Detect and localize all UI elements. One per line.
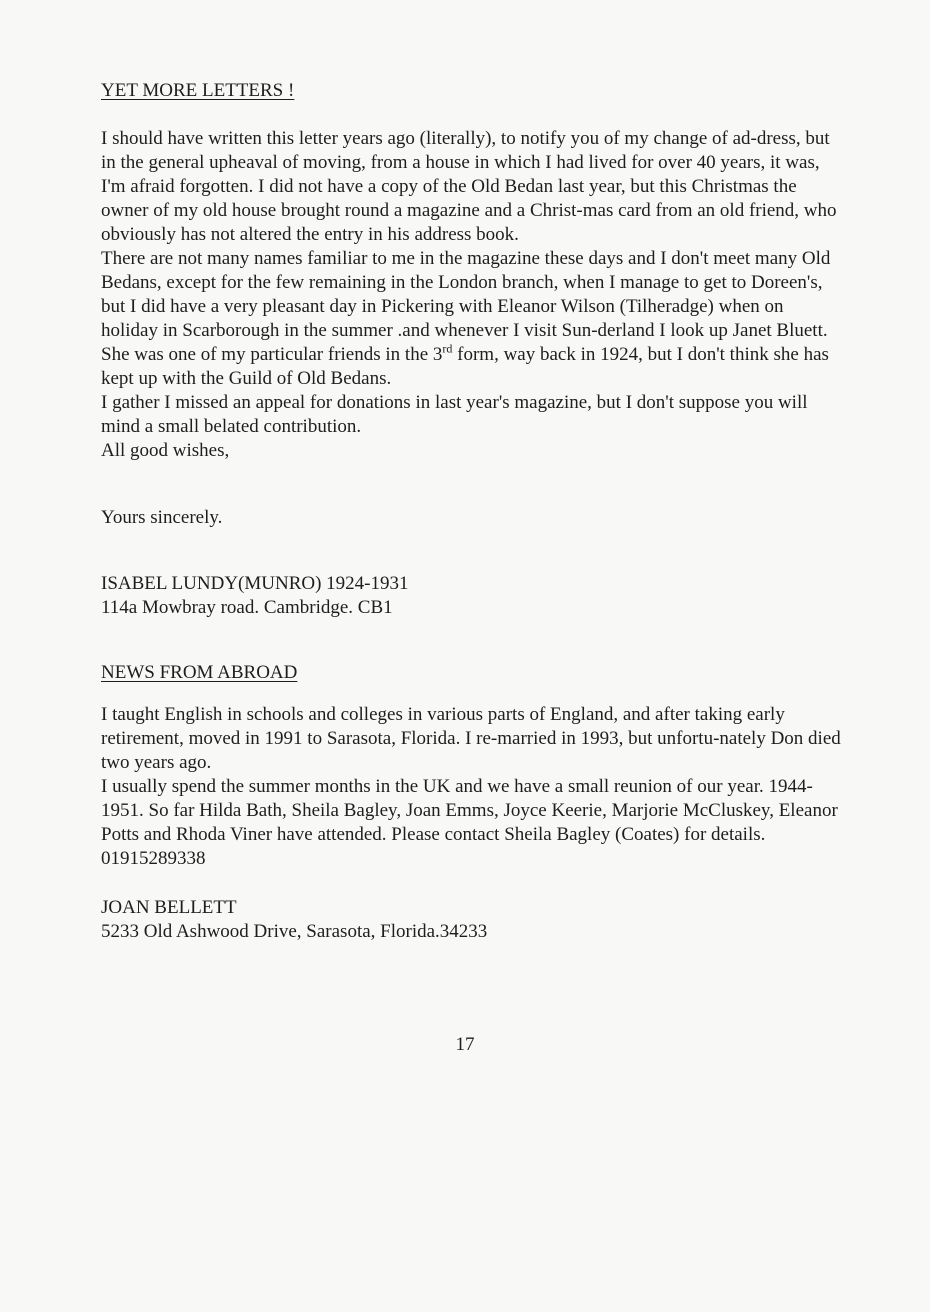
signature-address: 114a Mowbray road. Cambridge. CB1 (101, 597, 393, 618)
paragraph (101, 247, 841, 391)
paragraph-text: There are not many names familiar to me in the magazine these days and I don't meet many Old Bedans, except for the few remaining in the London branch, when I manage to get to Doreen's, but I did have a very pleasant day in Pickering with Eleanor Wilson (Tilheradge) when on holiday in Scarborough in the summer .and whenever I visit Sun-derland I look up Janet Bluett. She was one of my particular friends in the 3 (101, 248, 831, 365)
paragraph: I gather I missed an appeal for donations in last year's magazine, but I don't suppose you will mind a small belated contribution. (101, 392, 808, 437)
paragraph: I should have written this letter years ago (literally), to notify you of my change of ad-dress, but in the general upheaval of moving, from a house in which I had lived for over 40 years, it was, I'm afraid forgotten. I did not have a copy of the Old Bedan last year, but this Christmas the owner of my old house brought round a magazine and a Christ-mas card from an old friend, who obviously has not altered the entry in his address book. (101, 128, 837, 245)
letter-body (101, 703, 841, 871)
closing-wishes: All good wishes, (101, 440, 230, 461)
signature-address: 5233 Old Ashwood Drive, Sarasota, Florida.34233 (101, 921, 488, 942)
sign-off: Yours sincerely. (101, 507, 223, 528)
paragraph-text: form, way back in 1924, but I don't think she has kept up with the Guild of Old Bedans. (101, 344, 829, 389)
superscript: rd (442, 341, 453, 356)
signature-name: JOAN BELLETT (101, 897, 237, 918)
signature-block (101, 896, 841, 944)
paragraph: I usually spend the summer months in the UK and we have a small reunion of our year. 1944-1951. So far Hilda Bath, Sheila Bagley, Joan Emms, Joyce Keerie, Marjorie McCluskey, Eleanor Potts and Rhoda Viner have attended. Please contact Sheila Bagley (Coates) for details. 01915289338 (101, 776, 838, 869)
signature-block (101, 572, 841, 620)
section-heading-yet-more-letters: YET MORE LETTERS ! (101, 80, 295, 101)
paragraph: I taught English in schools and colleges in various parts of England, and after taking early retirement, moved in 1991 to Sarasota, Florida. I re-married in 1993, but unfortu-nately Don died two years ago. (101, 704, 841, 773)
section-heading-news-from-abroad: NEWS FROM ABROAD (101, 662, 298, 683)
letter-body (101, 127, 841, 463)
signature-name: ISABEL LUNDY(MUNRO) 1924-1931 (101, 573, 409, 594)
page-number: 17 (455, 1034, 475, 1055)
